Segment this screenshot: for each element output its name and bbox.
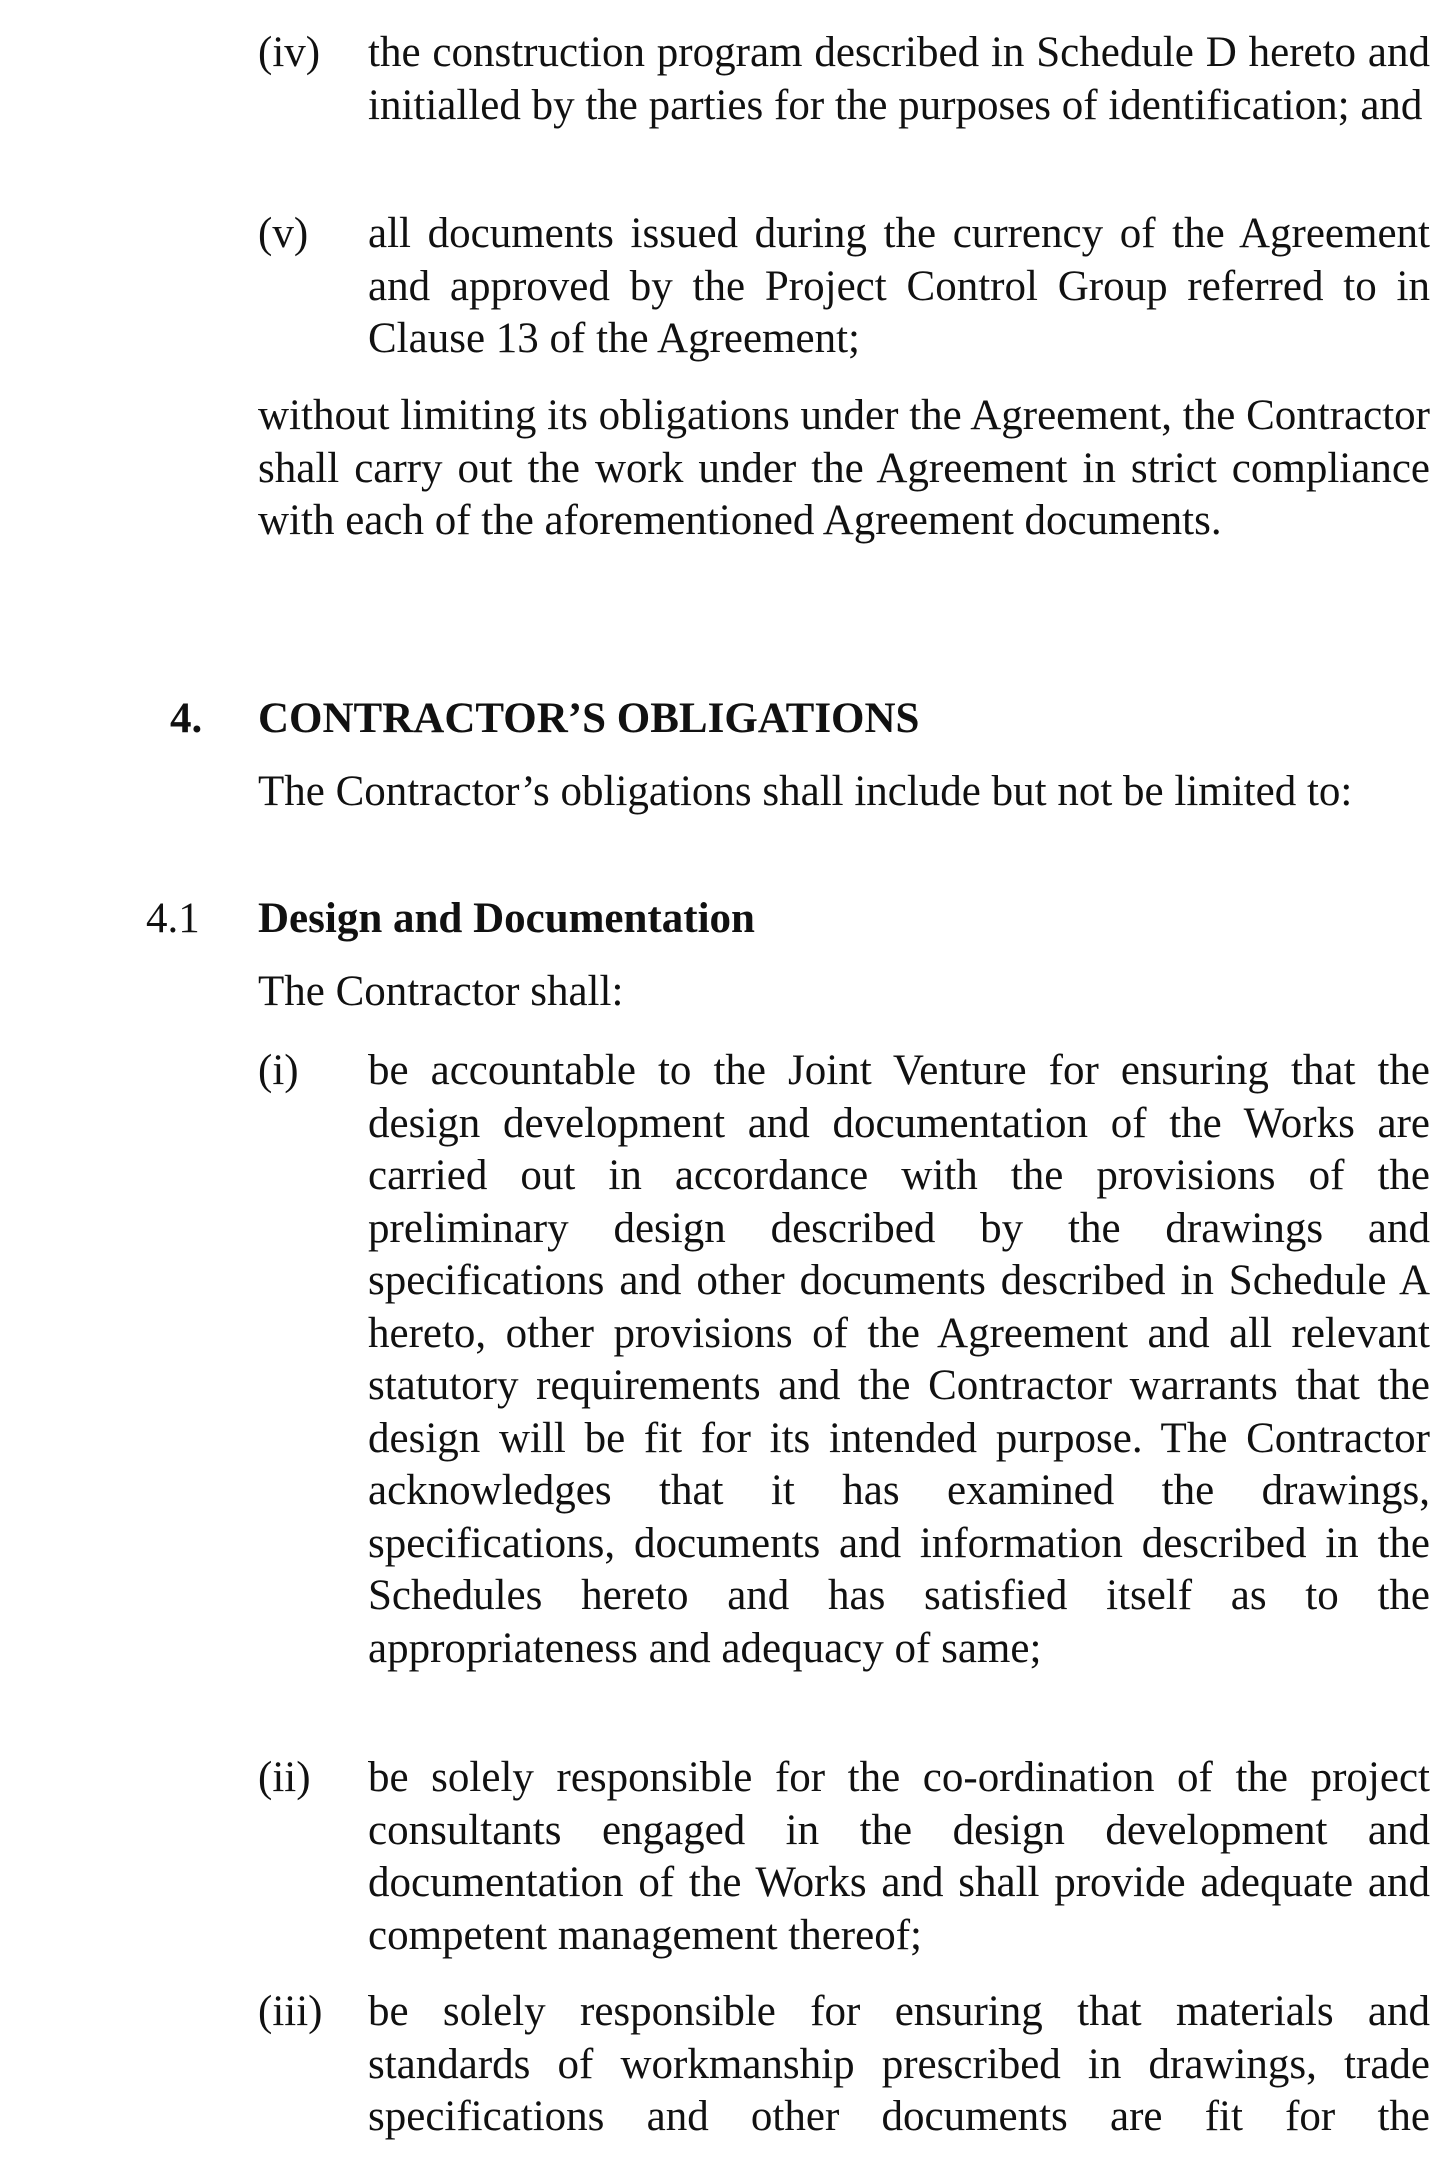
item-marker-i: (i)	[258, 1047, 299, 1094]
section-4-1-title: Design and Documentation	[258, 895, 755, 942]
item-text-i: be accountable to the Joint Venture for ensuring that the design development and documentation of the Works are carried out in accordance with the provisions of the preliminary design described by the drawings and specifications and other documents described in Schedule A hereto, other provisions of the Agreement and all relevant statutory requirements and the Contractor warrants that the design will be fit for its intended purpose. The Contractor acknowledges that it has examined the drawings, specifications, documents and information described in the Schedules hereto and has satisfied itself as to the appropriateness and adequacy of same;	[368, 1047, 1430, 1672]
section-4-intro: The Contractor’s obligations shall include but not be limited to:	[258, 768, 1353, 815]
section-4-title: CONTRACTOR’S OBLIGATIONS	[258, 695, 920, 742]
item-marker-ii: (ii)	[258, 1754, 311, 1801]
item-marker-iii: (iii)	[258, 1988, 323, 2035]
item-text-ii: be solely responsible for the co-ordination of the project consultants engaged in the design development and documentation of the Works and shall provide adequate and competent management thereof;	[368, 1754, 1430, 1959]
item-marker-v: (v)	[258, 210, 309, 257]
closing-paragraph: without limiting its obligations under the Agreement, the Contractor shall carry out the work under the Agreement in strict compliance with each of the aforementioned Agreement documents.	[258, 392, 1430, 544]
item-text-iv: the construction program described in Schedule D hereto and initialled by the parties for the purposes of identification; and	[368, 29, 1430, 129]
item-text-iii: be solely responsible for ensuring that materials and standards of workmanship prescribed in drawings, trade specifications and other documents are fit for the	[368, 1988, 1430, 2140]
section-4-1-intro: The Contractor shall:	[258, 968, 624, 1015]
item-marker-iv: (iv)	[258, 29, 321, 76]
section-4-number: 4.	[170, 695, 203, 742]
section-4-1-number: 4.1	[146, 895, 200, 942]
item-text-v: all documents issued during the currency of the Agreement and approved by the Project Control Group referred to in Clause 13 of the Agreement;	[368, 210, 1430, 362]
